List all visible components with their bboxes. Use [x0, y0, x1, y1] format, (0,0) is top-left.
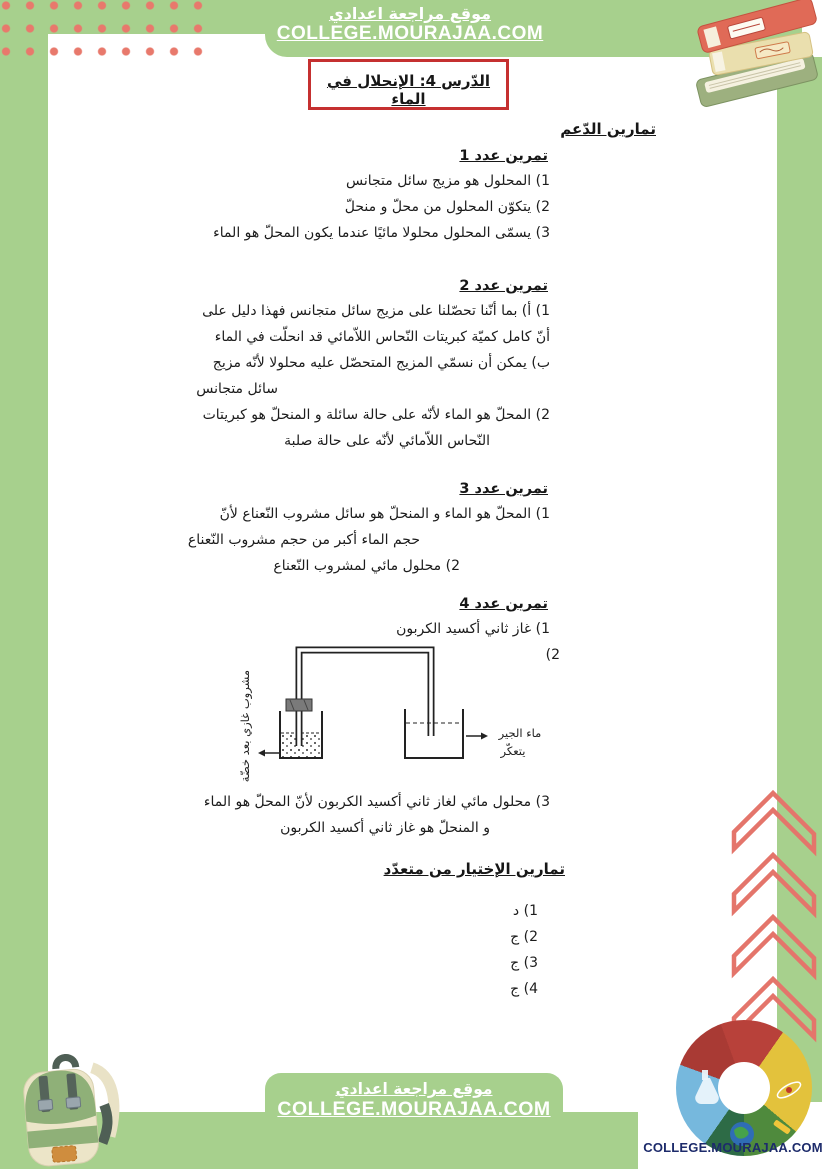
header-site-url-link[interactable]: COLLEGE.MOURAJAA.COM: [276, 23, 544, 44]
footer-site-url-link[interactable]: COLLEGE.MOURAJAA.COM: [277, 1098, 551, 1120]
header-site-name: موقع مراجعة اعدادي: [328, 4, 492, 23]
logo-science-icons: [676, 1020, 812, 1156]
answer-line: أنّ كامل كميّة كبريتات النّحاس اللاّمائي قد انحلّت في الماء: [214, 329, 550, 345]
answer-line: 2) يتكوّن المحلول من محلّ و منحلّ: [344, 199, 550, 215]
exercise2-title: تمرين عدد 2: [459, 278, 548, 294]
delivery-tube: [299, 650, 431, 746]
answer-line: 2) المحلّ هو الماء لأنّه على حالة سائلة و المنحلّ هو كبريتات: [202, 407, 550, 423]
site-logo-icon: [676, 1020, 812, 1156]
answer-line: 3) محلول مائي لغاز ثاني أكسيد الكربون لأنّ المحلّ هو الماء: [203, 794, 550, 810]
backpack-icon: [8, 1046, 134, 1169]
mcq-heading: تمارين الإختيار من متعدّد: [383, 860, 565, 878]
pencil-icon: [773, 1119, 791, 1134]
dots-decoration: [0, 0, 208, 60]
answer-line: 1) أ) بما أنّنا تحصّلنا على مزيج سائل متجانس فهذا دليل على: [202, 303, 550, 319]
answer-line: ب) يمكن أن نسمّي المزيج المتحصّل عليه محلولا لأنّه مزيج: [212, 355, 550, 371]
diagram-label-turbid: يتعكّر: [500, 744, 526, 758]
footer-site-name: موقع مراجعة اعدادي: [335, 1080, 493, 1098]
books-icon: [686, 0, 826, 115]
logo-caption[interactable]: COLLEGE.MOURAJAA.COM: [643, 1140, 823, 1155]
right-arrow: [481, 733, 488, 740]
lesson-title-box: [308, 59, 509, 110]
answer-line: 1) المحلّ هو الماء و المنحلّ هو سائل مشروب النّعناع لأنّ: [219, 506, 550, 522]
flask-icon: [695, 1078, 719, 1104]
left-arrow: [258, 750, 265, 757]
mcq-answer: 2) ج: [510, 929, 538, 945]
diagram-label-drink: مشروب غازي بعد خضّة: [238, 670, 252, 783]
mcq-answer: 3) ج: [510, 955, 538, 971]
answer-line: 2) محلول مائي لمشروب النّعناع: [273, 558, 460, 574]
answer-line: 1) المحلول هو مزيج سائل متجانس: [346, 173, 550, 189]
answer-line: و المنحلّ هو غاز ثاني أكسيد الكربون: [280, 820, 490, 836]
footer: [264, 1080, 564, 1121]
left-border: [0, 0, 48, 1169]
header: [250, 4, 570, 45]
mcq-answer: 1) د: [512, 903, 538, 919]
apparatus-diagram: [233, 636, 578, 791]
exercise4-title: تمرين عدد 4: [459, 596, 548, 612]
chevrons-decoration-icon: [726, 782, 822, 1044]
answer-line: 1) غاز ثاني أكسيد الكربون: [396, 621, 550, 637]
exercise1-title: تمرين عدد 1: [459, 148, 548, 164]
diagram-label-limewater: ماء الجير: [498, 726, 542, 740]
answer-line: سائل متجانس: [196, 381, 278, 397]
answer-line: النّحاس اللاّمائي لأنّه على حالة صلبة: [284, 433, 490, 449]
mcq-answer: 4) ج: [510, 981, 538, 997]
answer-line: 3) يسمّى المحلول محلولا مائيًا عندما يكون المحلّ هو الماء: [213, 225, 550, 241]
answer-line: حجم الماء أكبر من حجم مشروب النّعناع: [187, 532, 420, 548]
section-heading-support: تمارين الدّعم: [560, 120, 656, 138]
exercise3-title: تمرين عدد 3: [459, 481, 548, 497]
lesson-title: الدّرس 4: الإنحلال في الماء: [326, 72, 491, 108]
answer-line: 2): [545, 647, 560, 663]
